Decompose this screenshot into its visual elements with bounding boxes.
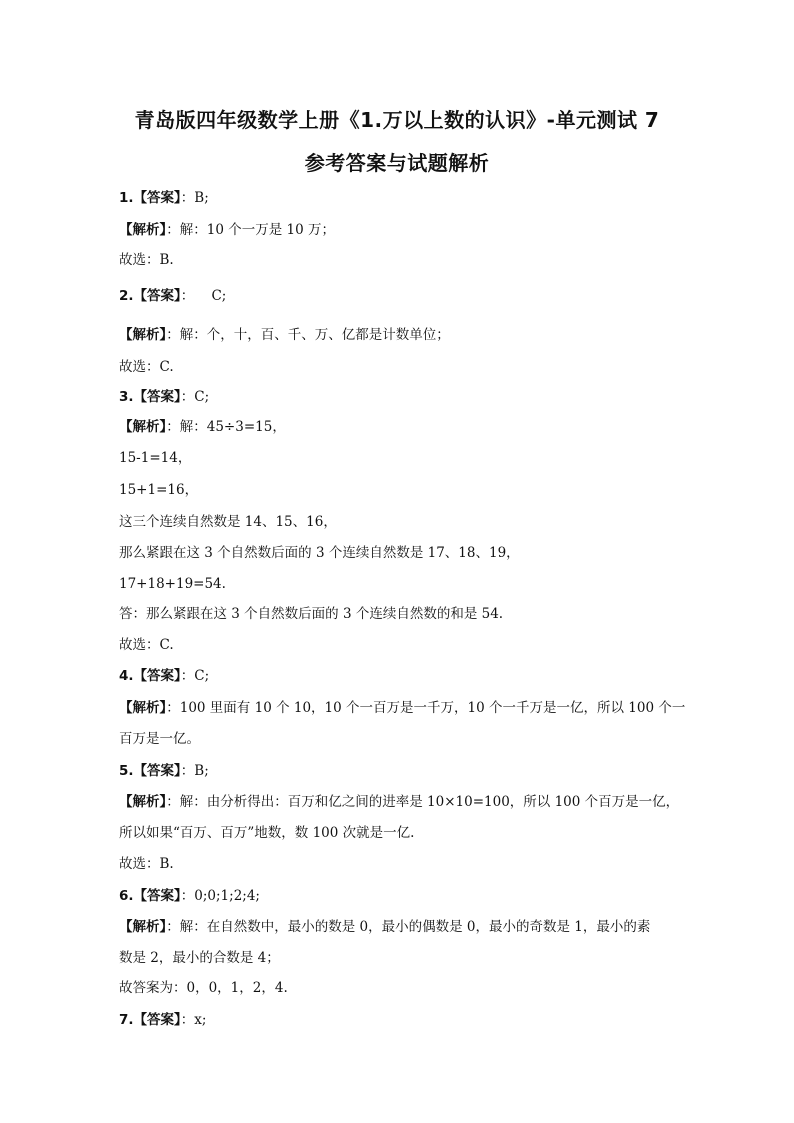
analysis-line — [119, 698, 685, 718]
body-line — [119, 543, 520, 563]
answer-line — [119, 286, 226, 306]
line-text: ：C; — [180, 389, 210, 405]
line-text: 那么紧跟在这 3 个自然数后面的 3 个连续自然数是 17、18、19， — [119, 545, 520, 561]
line-text: 15-1=14， — [119, 450, 192, 466]
line-text: 所以如果“百万、百万”地数，数 100 次就是一亿. — [119, 825, 415, 841]
answer-line — [119, 886, 260, 906]
line-text: 百万是一亿。 — [119, 731, 200, 747]
body-line — [119, 604, 503, 624]
analysis-line — [119, 792, 679, 812]
answer-line — [119, 761, 209, 781]
answer-line — [119, 188, 209, 208]
line-label: 2.【答案】 — [119, 288, 181, 304]
answer-line — [119, 666, 209, 686]
line-text: 故选：B. — [119, 856, 174, 872]
line-text: 故选：B. — [119, 252, 174, 268]
line-label: 【解析】 — [119, 419, 167, 435]
body-line — [119, 823, 414, 843]
line-text: ：C; — [180, 668, 210, 684]
line-text: 答：那么紧跟在这 3 个自然数后面的 3 个连续自然数的和是 54. — [119, 606, 504, 622]
line-text: ：解：由分析得出：百万和亿之间的进率是 10×10=100，所以 100 个百万是一亿， — [166, 794, 680, 810]
line-text: ：B; — [180, 190, 209, 206]
line-label: 【解析】 — [119, 222, 167, 238]
line-text: ： C; — [180, 288, 227, 304]
line-text: ：100 里面有 10 个 10，10 个一百万是一千万，10 个一千万是一亿，所以 100 个一 — [166, 700, 686, 716]
body-line — [119, 448, 191, 468]
line-text: ：解：在自然数中，最小的数是 0，最小的偶数是 0，最小的奇数是 1，最小的素 — [166, 919, 651, 935]
body-line — [119, 480, 198, 500]
line-text: 故选：C. — [119, 359, 174, 375]
line-text: 17+18+19=54. — [119, 576, 226, 592]
line-label: 【解析】 — [119, 700, 167, 716]
line-text: ：B; — [180, 763, 209, 779]
body-line — [119, 250, 174, 270]
analysis-line — [119, 917, 650, 937]
line-label: 【解析】 — [119, 794, 167, 810]
line-label: 【解析】 — [119, 919, 167, 935]
document-subtitle: 参考答案与试题解析 — [304, 151, 490, 175]
line-label: 4.【答案】 — [119, 668, 181, 684]
line-label: 3.【答案】 — [119, 389, 181, 405]
line-label: 7.【答案】 — [119, 1012, 181, 1028]
answer-line — [119, 387, 209, 407]
body-line — [119, 854, 174, 874]
document-title: 青岛版四年级数学上册《1.万以上数的认识》-单元测试 7 — [134, 108, 660, 132]
body-line — [119, 948, 280, 968]
line-label: 5.【答案】 — [119, 763, 181, 779]
body-line — [119, 978, 288, 998]
analysis-line — [119, 417, 286, 437]
answer-line — [119, 1010, 206, 1030]
line-text: 故答案为：0，0，1，2，4. — [119, 980, 288, 996]
line-label: 1.【答案】 — [119, 190, 181, 206]
body-line — [119, 729, 200, 749]
line-text: ：解：45÷3=15， — [166, 419, 286, 435]
line-text: ：解：10 个一万是 10 万； — [166, 222, 335, 238]
line-text: 数是 2，最小的合数是 4； — [119, 950, 280, 966]
analysis-line — [119, 325, 450, 345]
body-line — [119, 357, 174, 377]
line-text: 故选：C. — [119, 637, 174, 653]
line-text: 这三个连续自然数是 14、15、16， — [119, 514, 337, 530]
line-text: ：x; — [180, 1012, 207, 1028]
body-line — [119, 574, 226, 594]
line-text: ：0;0;1;2;4; — [180, 888, 260, 904]
line-label: 6.【答案】 — [119, 888, 181, 904]
line-text: 15+1=16， — [119, 482, 199, 498]
body-line — [119, 512, 337, 532]
line-label: 【解析】 — [119, 327, 167, 343]
line-text: ：解：个，十，百、千、万、亿都是计数单位； — [166, 327, 450, 343]
analysis-line — [119, 220, 335, 240]
body-line — [119, 635, 174, 655]
